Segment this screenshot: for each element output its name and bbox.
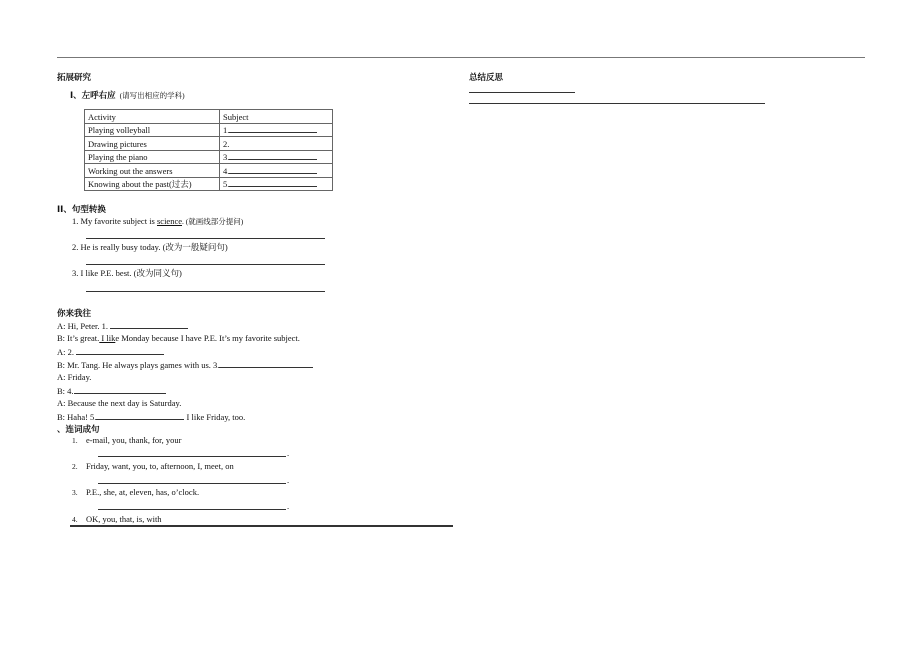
- reorder-words: P.E., she, at, eleven, has, o’clock.: [86, 487, 200, 497]
- dialogue-heading: 你来我往: [57, 309, 92, 319]
- answer-number: 4.: [223, 165, 230, 176]
- reorder-number: 3.: [72, 488, 78, 497]
- table-cell-subject: [220, 137, 333, 151]
- reorder-item: [72, 461, 234, 472]
- answer-blank[interactable]: [74, 385, 166, 394]
- answer-blank[interactable]: [229, 151, 317, 160]
- dialogue-text: I like Friday, too.: [184, 412, 246, 422]
- table-cell-activity: Working out the answers: [85, 164, 220, 178]
- answer-blank[interactable]: [229, 138, 317, 147]
- table-cell-activity: Playing the piano: [85, 150, 220, 164]
- reflection-line[interactable]: [469, 103, 765, 104]
- part2-heading: II、句型转换: [57, 205, 106, 215]
- table-cell-subject: [220, 123, 333, 137]
- answer-line[interactable]: [86, 291, 325, 292]
- part1-heading: I、左呼右应: [70, 91, 116, 101]
- table-row: [85, 123, 333, 137]
- activity-subject-table: [84, 109, 333, 191]
- reorder-item: [72, 487, 199, 498]
- table-cell-activity: Playing volleyball: [85, 123, 220, 137]
- answer-number: 2.: [223, 138, 230, 149]
- transform-item-3: 3. I like P.E. best. (改为同义句): [72, 268, 182, 278]
- reorder-words: e-mail, you, thank, for, your: [86, 435, 182, 445]
- reorder-words: OK, you, that, is, with: [86, 514, 162, 524]
- answer-blank[interactable]: [76, 346, 164, 355]
- transform-item-2: 2. He is really busy today. (改为一般疑问句): [72, 242, 228, 252]
- answer-line[interactable]: [86, 264, 325, 265]
- table-cell-activity: Drawing pictures: [85, 137, 220, 151]
- dialogue-line: [57, 385, 166, 397]
- dialogue-line: [57, 398, 181, 409]
- answer-line[interactable]: [70, 525, 453, 527]
- reorder-item: [72, 435, 182, 446]
- dialogue-text: A: Friday.: [57, 372, 92, 382]
- answer-blank[interactable]: [96, 411, 184, 420]
- part4-heading: 、连词成句: [57, 425, 100, 435]
- dialogue-text: B: It’s great.: [57, 333, 100, 343]
- answer-blank[interactable]: [219, 359, 313, 368]
- top-rule: [57, 57, 865, 58]
- table-cell-subject: [220, 177, 333, 191]
- dialogue-text: e Monday because I have P.E. It’s my favorite subject.: [115, 333, 300, 343]
- table-header-activity: Activity: [85, 110, 220, 124]
- sentence-period: .: [287, 448, 290, 458]
- table-header-subject: Subject: [220, 110, 333, 124]
- dialogue-text: A: Hi, Peter. 1.: [57, 321, 111, 331]
- table-row: [85, 164, 333, 178]
- transform-item-1: [72, 216, 243, 227]
- dialogue-line: [57, 359, 313, 371]
- reorder-number: 2.: [72, 462, 78, 471]
- dialogue-line: [57, 372, 91, 383]
- answer-number: 5.: [223, 179, 230, 189]
- transform-item-1-post: . (就画线部分提问): [182, 217, 244, 226]
- answer-number: 1.: [223, 125, 230, 135]
- answer-line[interactable]: [98, 509, 286, 510]
- answer-blank[interactable]: [229, 165, 317, 174]
- reorder-number: 1.: [72, 436, 78, 445]
- answer-blank[interactable]: [229, 124, 317, 133]
- answer-number: 3.: [223, 152, 230, 162]
- sentence-period: .: [287, 475, 290, 485]
- answer-blank[interactable]: [110, 320, 188, 329]
- table-row: [85, 137, 333, 151]
- answer-blank[interactable]: [229, 178, 317, 187]
- dialogue-text: B: Haha! 5.: [57, 412, 97, 422]
- dialogue-text: B: 4.: [57, 386, 74, 396]
- reorder-item: [72, 514, 162, 525]
- dialogue-text: A: 2.: [57, 347, 77, 357]
- answer-line[interactable]: [98, 456, 286, 457]
- part1-header: [70, 85, 185, 103]
- sentence-period: .: [287, 501, 290, 511]
- reorder-number: 4.: [72, 515, 78, 524]
- transform-item-1-underlined: science: [156, 216, 182, 226]
- dialogue-line: [57, 333, 300, 344]
- dialogue-line: [57, 411, 245, 423]
- dialogue-text: B: Mr. Tang. He always plays games with us. 3.: [57, 360, 220, 370]
- dialogue-underlined-text: I lik: [99, 333, 116, 343]
- reflection-line[interactable]: [469, 92, 575, 93]
- part1-note: (请写出相应的学科): [119, 91, 185, 100]
- table-cell-subject: [220, 150, 333, 164]
- dialogue-text: A: Because the next day is Saturday.: [57, 398, 182, 408]
- table-cell-subject: [220, 164, 333, 178]
- table-row: [85, 150, 333, 164]
- table-cell-activity: Knowing about the past(过去): [85, 177, 220, 191]
- dialogue-line: [57, 346, 164, 358]
- section-title-reflection: 总结反思: [469, 73, 504, 83]
- reorder-words: Friday, want, you, to, afternoon, I, meet, on: [86, 461, 234, 471]
- table-row: [85, 177, 333, 191]
- transform-item-1-pre: 1. My favorite subject is: [72, 216, 157, 226]
- answer-line[interactable]: [98, 483, 286, 484]
- section-title-extension: 拓展研究: [57, 73, 92, 83]
- dialogue-line: [57, 320, 188, 332]
- answer-line[interactable]: [86, 238, 325, 239]
- table-header-row: [85, 110, 333, 124]
